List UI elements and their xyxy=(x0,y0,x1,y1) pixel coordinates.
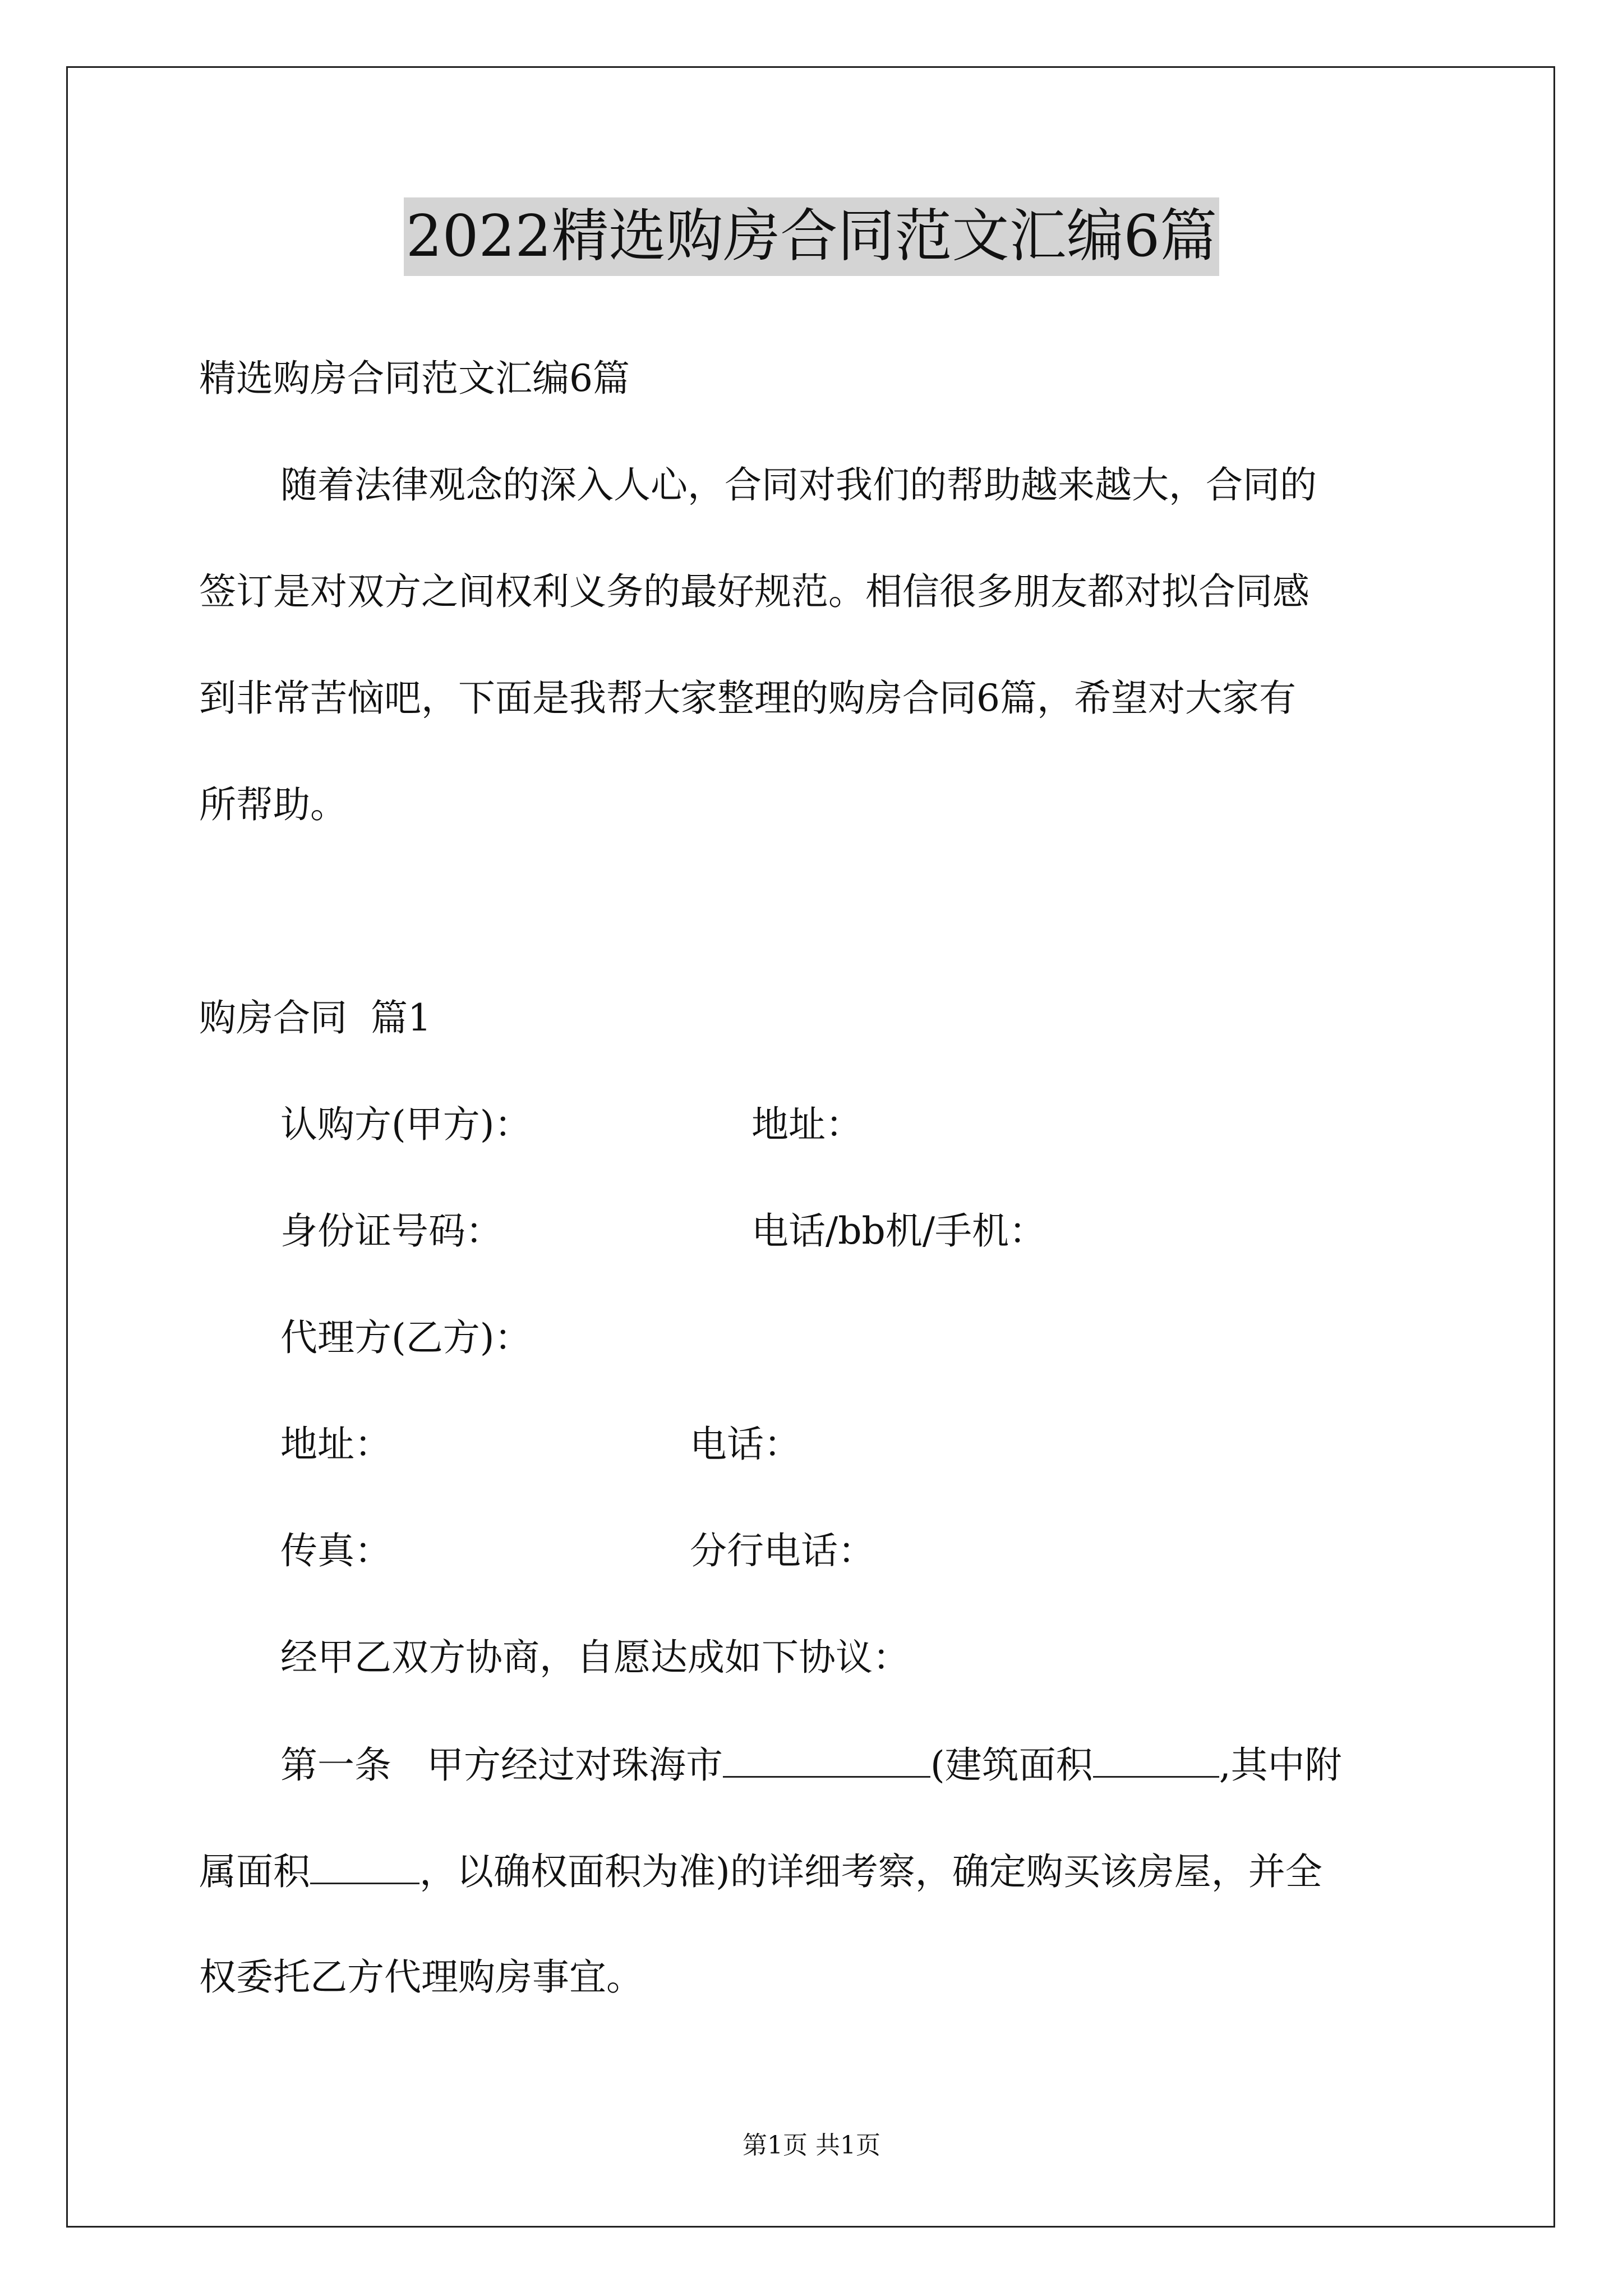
branch-phone-label: 分行电话： xyxy=(690,1529,875,1572)
article-one-text-e: ，以确权面积为准)的详细考察，确定购买该房屋，并全 xyxy=(419,1850,1322,1893)
document-title: 2022精选购房合同范文汇编6篇 xyxy=(404,197,1219,276)
agreement-intro: 经甲乙双方协商，自愿达成如下协议： xyxy=(280,1636,910,1679)
document-subtitle: 精选购房合同范文汇编6篇 xyxy=(199,357,630,400)
article-one-text-c: ,其中附 xyxy=(1219,1743,1342,1787)
agent-phone-label: 电话： xyxy=(690,1423,801,1466)
intro-line-3: 到非常苦恼吧，下面是我帮大家整理的购房合同6篇，希望对大家有 xyxy=(199,677,1296,720)
agent-address-label: 地址： xyxy=(280,1423,391,1466)
article-one-text-a: 第一条 甲方经过对珠海市 xyxy=(280,1743,723,1787)
section-heading: 购房合同 篇1 xyxy=(199,996,431,1039)
auxiliary-area-blank xyxy=(310,1846,419,1884)
buyer-address-label: 地址： xyxy=(751,1103,863,1146)
id-number-label: 身份证号码： xyxy=(280,1209,502,1253)
article-one-line-1 xyxy=(280,1739,1342,1791)
fax-label: 传真： xyxy=(280,1529,391,1572)
intro-line-4: 所帮助。 xyxy=(199,783,347,826)
city-blank xyxy=(723,1739,930,1778)
building-area-blank xyxy=(1093,1739,1219,1778)
agent-label: 代理方(乙方)： xyxy=(280,1316,532,1359)
title-container xyxy=(0,197,1623,276)
article-one-text-b: (建筑面积 xyxy=(930,1743,1093,1787)
article-one-line-2 xyxy=(199,1846,1322,1897)
page-footer: 第1页 共1页 xyxy=(743,2131,880,2160)
buyer-label: 认购方(甲方)： xyxy=(280,1103,532,1146)
phone-label: 电话/bb机/手机： xyxy=(751,1209,1046,1253)
article-one-text-d: 属面积 xyxy=(199,1850,310,1893)
intro-line-1: 随着法律观念的深入人心，合同对我们的帮助越来越大，合同的 xyxy=(280,463,1317,507)
article-one-line-3: 权委托乙方代理购房事宜。 xyxy=(199,1955,643,1999)
intro-line-2: 签订是对双方之间权利义务的最好规范。相信很多朋友都对拟合同感 xyxy=(199,570,1310,613)
